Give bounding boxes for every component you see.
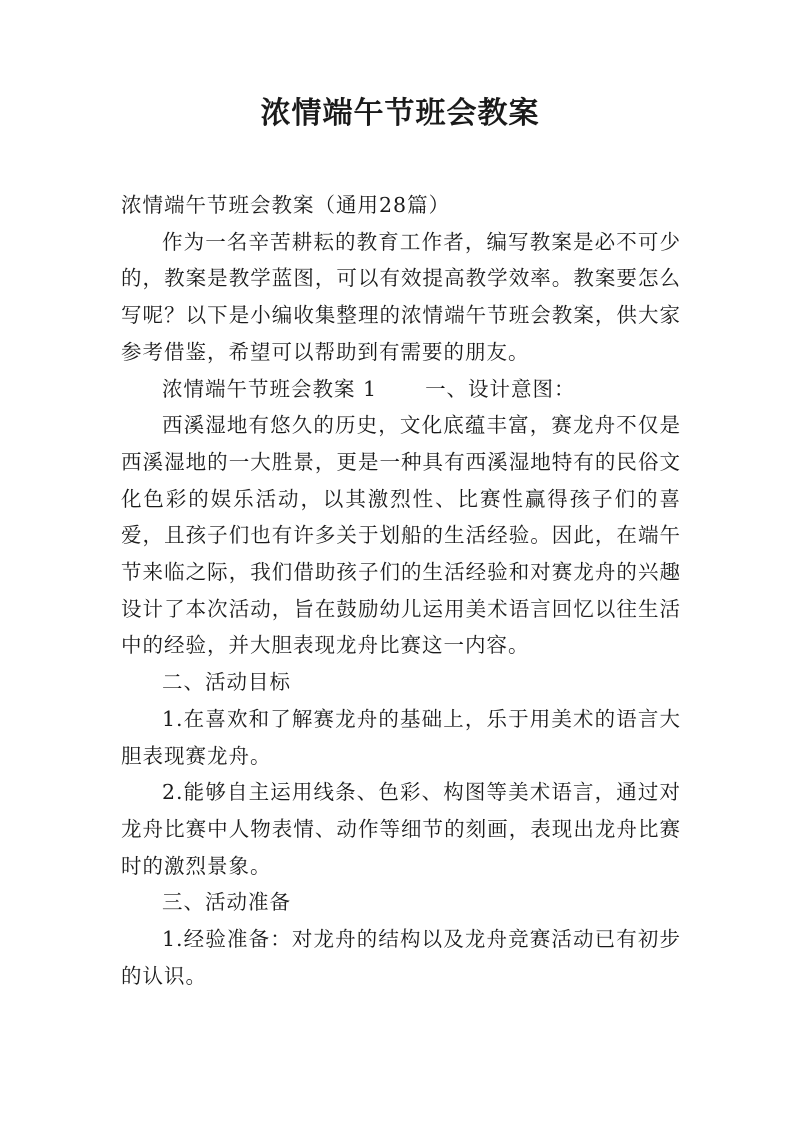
- goal-item-2: 2.能够自主运用线条、色彩、构图等美术语言，通过对龙舟比赛中人物表情、动作等细节的刻画，表现出龙舟比赛时的激烈景象。: [121, 780, 681, 878]
- lesson-plan-heading: 浓情端午节班会教案 1: [162, 376, 378, 401]
- document-title: 浓情端午节班会教案: [260, 96, 540, 131]
- intro-paragraph: 作为一名辛苦耕耘的教育工作者，编写教案是必不可少的，教案是教学蓝图，可以有效提高教学效率。教案要怎么写呢？以下是小编收集整理的浓情端午节班会教案，供大家参考借鉴，希望可以帮助到有需要的朋友。: [121, 229, 681, 364]
- subtitle-paragraph: 浓情端午节班会教案（通用28篇）: [121, 193, 451, 217]
- prep-item-1: 1.经验准备：对龙舟的结构以及龙舟竞赛活动已有初步的认识。: [121, 927, 681, 988]
- section-heading-1: [121, 371, 681, 408]
- goal-item-1: 1.在喜欢和了解赛龙舟的基础上，乐于用美术的语言大胆表现赛龙舟。: [121, 706, 681, 768]
- section-heading-2: 二、活动目标: [162, 670, 291, 695]
- document-body: [121, 187, 681, 994]
- design-intent-paragraph: 西溪湿地有悠久的历史，文化底蕴丰富，赛龙舟不仅是西溪湿地的一大胜景，更是一种具有西溪湿地特有的民俗文化色彩的娱乐活动，以其激烈性、比赛性赢得孩子们的喜爱，且孩子们也有许多关于划船的生活经验。因此，在端午节来临之际，我们借助孩子们的生活经验和对赛龙舟的兴趣设计了本次活动，旨在鼓励幼儿运用美术语言回忆以往生活中的经验，并大胆表现龙舟比赛这一内容。: [121, 413, 681, 658]
- section-heading-3: 三、活动准备: [162, 890, 291, 915]
- design-intent-heading: 一、设计意图：: [425, 376, 576, 401]
